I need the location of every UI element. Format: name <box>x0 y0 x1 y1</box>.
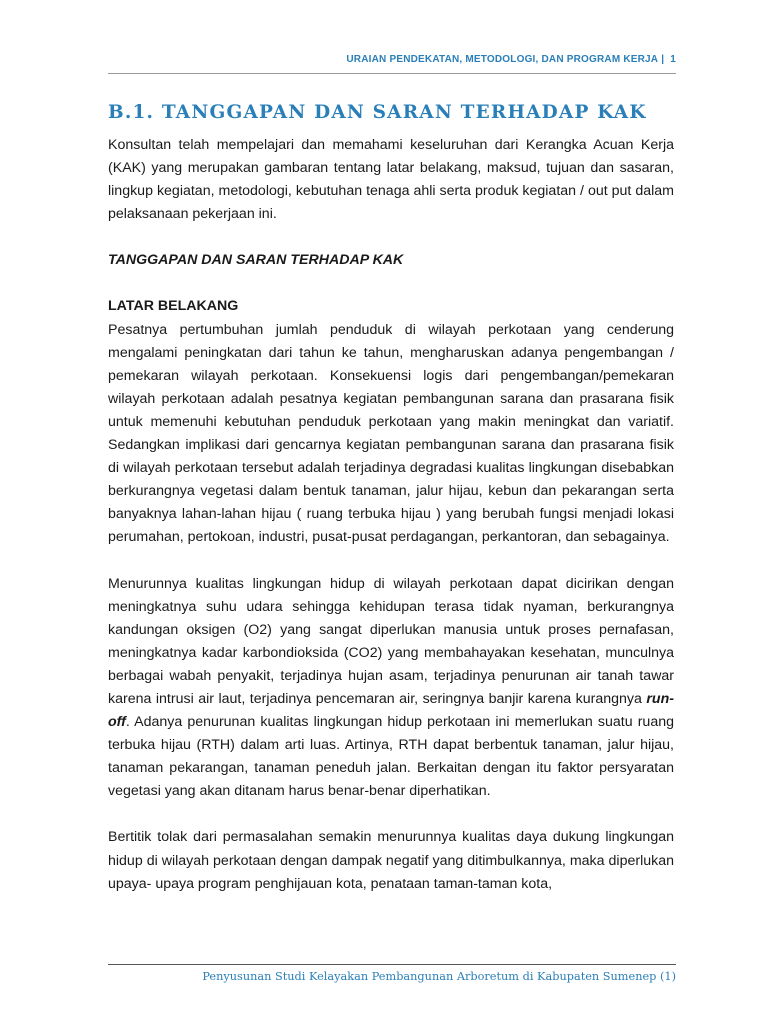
running-header <box>108 54 676 65</box>
running-header-title: URAIAN PENDEKATAN, METODOLOGI, DAN PROGRAM KERJA <box>346 54 659 65</box>
paragraph-latar-belakang: Pesatnya pertumbuhan jumlah penduduk di wilayah perkotaan yang cenderung mengalami peningkatan dari tahun ke tahun, mengharuskan adanya pengembangan / pemekaran wilayah perkotaan. Konsekuensi logis dari pengembangan/pemekaran wilayah perkotaan adalah pesatnya kegiatan pembangunan sarana dan prasarana fisik untuk memenuhi kebutuhan penduduk perkotaan yang makin meningkat dan variatif. Sedangkan implikasi dari gencarnya kegiatan pembangunan sarana dan prasarana fisik di wilayah perkotaan tersebut adalah terjadinya degradasi kualitas lingkungan disebabkan berkurangnya vegetasi dalam bentuk tanaman, jalur hijau, kebun dan pekarangan serta banyaknya lahan-lahan hijau ( ruang terbuka hijau ) yang berubah fungsi menjadi lokasi perumahan, pertokoan, industri, pusat-pusat perdagangan, perkantoran, dan sebagainya. <box>108 321 674 546</box>
document-body <box>108 134 674 896</box>
section-title: B.1. TANGGAPAN DAN SARAN TERHADAP KAK <box>108 102 647 123</box>
running-header-separator: | <box>661 54 665 65</box>
intro-paragraph: Konsultan telah mempelajari dan memahami keseluruhan dari Kerangka Acuan Kerja (KAK) yang merupakan gambaran tentang latar belakang, maksud, tujuan dan sasaran, lingkup kegiatan, metodologi, kebutuhan tenaga ahli serta produk kegiatan / out put dalam pelaksanaan pekerjaan ini. <box>108 137 674 223</box>
paragraph-kualitas-lingkungan <box>108 573 674 804</box>
paragraph-bertitik-tolak: Bertitik tolak dari permasalahan semakin menurunnya kualitas daya dukung lingkungan hidup di wilayah perkotaan dengan dampak negatif yang ditimbulkannya, maka diperlukan upaya- upaya program penghijauan kota, penataan taman-taman kota, <box>108 829 674 892</box>
footer-rule <box>108 964 676 965</box>
running-footer: Penyusunan Studi Kelayakan Pembangunan Arboretum di Kabupaten Sumenep (1) <box>202 970 676 983</box>
page-number: 1 <box>670 54 676 65</box>
paragraph-kualitas-text-1: Menurunnya kualitas lingkungan hidup di wilayah perkotaan dapat dicirikan dengan meningkatnya suhu udara sehingga kehidupan terasa tidak nyaman, berkurangnya kandungan oksigen (O2) yang sangat diperlukan manusia untuk proses pernafasan, meningkatnya kadar karbondioksida (CO2) yang membahayakan kesehatan, munculnya berbagai wabah penyakit, terjadinya hujan asam, terjadinya penurunan air tanah tawar karena intrusi air laut, terjadinya pencemaran air, seringnya banjir karena kurangnya <box>108 575 674 707</box>
paragraph-kualitas-text-2: . Adanya penurunan kualitas lingkungan hidup perkotaan ini memerlukan suatu ruang terbuka hijau (RTH) dalam arti luas. Artinya, RTH dapat berbentuk tanaman, jalur hijau, tanaman pekarangan, tanaman peneduh jalan. Berkaitan dengan itu faktor persyaratan vegetasi yang akan ditanam harus benar-benar diperhatikan. <box>108 714 674 800</box>
emphasis-run-off: run-off <box>108 690 674 731</box>
header-rule <box>108 73 676 74</box>
subheading-latar-belakang: LATAR BELAKANG <box>108 298 239 315</box>
subheading-tanggapan: TANGGAPAN DAN SARAN TERHADAP KAK <box>108 252 404 269</box>
